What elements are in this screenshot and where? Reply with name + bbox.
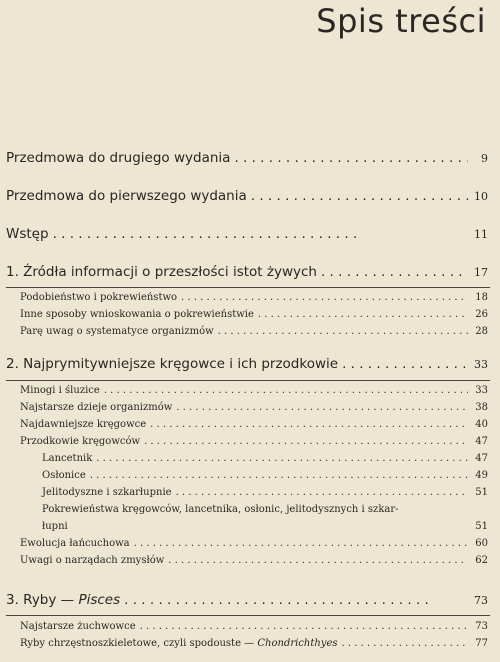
page-number: 11 (474, 228, 488, 241)
toc-chapter[interactable] (6, 264, 488, 280)
entry-title: Inne sposoby wnioskowania o pokrewieństwie (20, 309, 254, 320)
toc-subsubentry[interactable] (42, 470, 488, 481)
chapter-title (6, 592, 120, 608)
entry-title: Ewolucja łańcuchowa (20, 538, 130, 549)
chapter-title-latin: Pisces (78, 592, 121, 608)
page-number: 51 (475, 521, 488, 532)
leader-dots (53, 226, 468, 242)
entry-title: łupni (42, 521, 68, 532)
toc-subsubentry[interactable] (42, 487, 488, 498)
entry-title: Minogi i śluzice (20, 385, 100, 396)
leader-dots (234, 150, 468, 166)
entry-title: Wstęp (6, 226, 49, 242)
toc-subentry[interactable] (20, 326, 488, 337)
toc-subsubentry[interactable] (42, 453, 488, 464)
leader-dots (90, 470, 468, 481)
toc-chapter[interactable] (6, 356, 488, 372)
page-number: 33 (474, 358, 488, 371)
toc-subentry[interactable] (20, 621, 488, 632)
toc-subentry[interactable] (20, 385, 488, 396)
leader-dots (342, 356, 468, 372)
entry-title: Podobieństwo i pokrewieństwo (20, 292, 178, 303)
page-number: 17 (474, 266, 488, 279)
toc-subsubentry-continued[interactable] (42, 504, 468, 515)
page-number: 51 (475, 487, 488, 498)
page-number: 9 (481, 152, 488, 165)
toc-subentry[interactable] (20, 638, 488, 649)
entry-title: Osłonice (42, 470, 86, 481)
page-number: 26 (475, 309, 488, 320)
entry-title-line1: Pokrewieństwa kręgowców, lancetnika, osłonic, jelitodysznych i szkar- (42, 504, 399, 515)
entry-title-text: Ryby chrzęstnoszkieletowe, czyli spodouste — (20, 638, 255, 649)
leader-dots (96, 453, 468, 464)
page-number: 60 (475, 538, 488, 549)
entry-title: Przedmowa do pierwszego wydania (6, 188, 247, 204)
toc-subentry[interactable] (20, 538, 488, 549)
leader-dots (140, 621, 468, 632)
leader-dots (168, 555, 468, 566)
page-number: 62 (475, 555, 488, 566)
divider (6, 287, 490, 288)
entry-title (20, 638, 338, 649)
leader-dots (104, 385, 468, 396)
page-number: 73 (474, 594, 488, 607)
leader-dots (134, 538, 468, 549)
leader-dots (144, 436, 468, 447)
entry-title: Lancetnik (42, 453, 93, 464)
entry-title: Jelitodyszne i szkarłupnie (42, 487, 172, 498)
page-number: 73 (475, 621, 488, 632)
toc-entry[interactable] (6, 226, 488, 242)
page-number: 18 (475, 292, 488, 303)
toc-subentry[interactable] (20, 555, 488, 566)
toc-entry[interactable] (6, 150, 488, 166)
entry-title: Najdawniejsze kręgowce (20, 419, 147, 430)
toc-subentry[interactable] (20, 292, 488, 303)
page-number: 38 (475, 402, 488, 413)
page-title: Spis treści (316, 2, 486, 40)
leader-dots (218, 326, 468, 337)
entry-title: Najstarsze żuchwowce (20, 621, 136, 632)
leader-dots (251, 188, 468, 204)
leader-dots (176, 402, 468, 413)
chapter-title-text: 3. Ryby — (6, 592, 75, 608)
entry-title: Parę uwag o systematyce organizmów (20, 326, 214, 337)
page-number: 47 (475, 436, 488, 447)
divider (6, 380, 490, 381)
toc-chapter[interactable] (6, 592, 488, 608)
leader-dots (321, 264, 468, 280)
toc-subentry[interactable] (20, 402, 488, 413)
toc-subentry[interactable] (20, 309, 488, 320)
entry-title: Uwagi o narządach zmysłów (20, 555, 165, 566)
toc-entry[interactable] (6, 188, 488, 204)
page-number: 28 (475, 326, 488, 337)
entry-title: Przodkowie kręgowców (20, 436, 141, 447)
entry-title: Przedmowa do drugiego wydania (6, 150, 231, 166)
page-number: 77 (475, 638, 488, 649)
divider (6, 615, 490, 616)
leader-dots (342, 638, 468, 649)
toc-subentry[interactable] (20, 436, 488, 447)
leader-dots (124, 592, 468, 608)
leader-dots (150, 419, 468, 430)
page-number: 10 (474, 190, 488, 203)
page-number: 33 (475, 385, 488, 396)
page-number: 49 (475, 470, 488, 481)
leader-dots (258, 309, 468, 320)
page-number: 47 (475, 453, 488, 464)
leader-dots (181, 292, 468, 303)
chapter-title: 2. Najprymitywniejsze kręgowce i ich przodkowie (6, 356, 339, 372)
leader-dots (176, 487, 468, 498)
toc-subsubentry[interactable] (42, 521, 488, 532)
chapter-title: 1. Źródła informacji o przeszłości istot żywych (6, 264, 317, 280)
toc-subentry[interactable] (20, 419, 488, 430)
page-number: 40 (475, 419, 488, 430)
entry-title-latin: Chondrichthyes (257, 638, 338, 649)
entry-title: Najstarsze dzieje organizmów (20, 402, 173, 413)
